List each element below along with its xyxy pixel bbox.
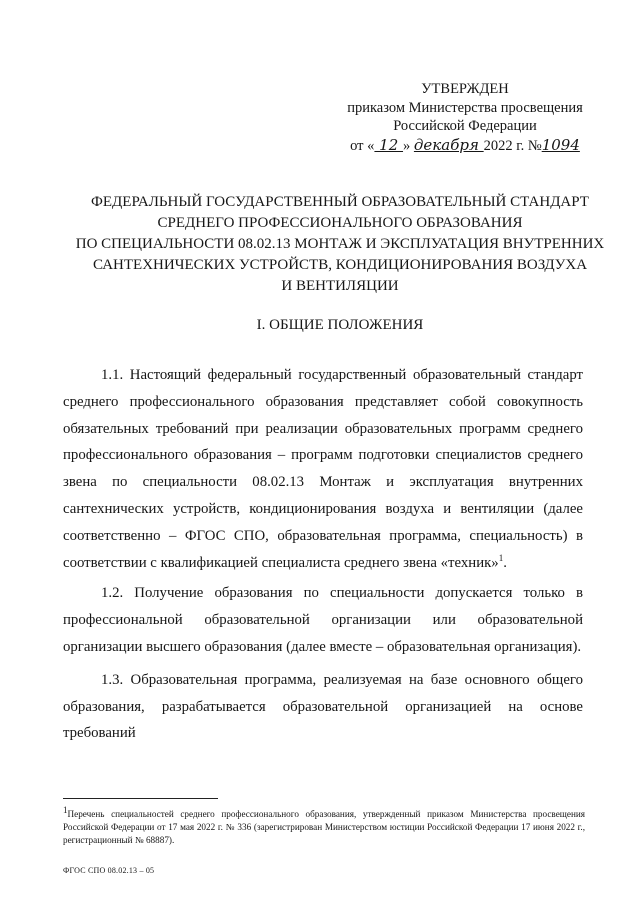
title-line: И ВЕНТИЛЯЦИИ bbox=[281, 278, 399, 294]
date-prefix: от « bbox=[350, 137, 375, 154]
date-mid: » bbox=[403, 137, 414, 154]
approval-order-line: приказом Министерства просвещения bbox=[347, 99, 583, 116]
paragraph-1-1-end: . bbox=[503, 554, 507, 571]
footnote-divider bbox=[63, 798, 218, 799]
paragraph-1-3: 1.3. Образовательная программа, реализуемая на базе основного общего образования, разрабатывается образовательной организацией на основе требований bbox=[63, 671, 583, 742]
footnote bbox=[63, 804, 585, 847]
handwritten-order-number: 1094 bbox=[541, 135, 580, 154]
paragraph-1-1 bbox=[63, 362, 583, 576]
approval-date-line bbox=[330, 136, 600, 156]
footnote-marker: 1 bbox=[63, 804, 68, 815]
paragraph-1-1-text: 1.1. Настоящий федеральный государственный образовательный стандарт среднего профессионального образования представляет собой совокупность обязательных требований при реализации образовательных программ среднего профессионального образования – программ подготовки специалистов среднего звена по специальности 08.02.13 Монтаж и эксплуатация внутренних сантехнических устройств, кондиционирования воздуха и вентиляции (далее соответственно – ФГОС СПО, образовательная программа, специальность) в соответствии с квалификацией специалиста среднего звена «техник» bbox=[63, 367, 583, 571]
approval-block bbox=[330, 80, 600, 155]
approval-ministry-line: Российской Федерации bbox=[393, 118, 537, 134]
handwritten-day: 12 bbox=[374, 135, 404, 154]
handwritten-month: декабря bbox=[413, 135, 484, 154]
document-title bbox=[60, 192, 620, 297]
title-line: САНТЕХНИЧЕСКИХ УСТРОЙСТВ, КОНДИЦИОНИРОВАНИЯ ВОЗДУХА bbox=[92, 257, 588, 273]
title-line: ПО СПЕЦИАЛЬНОСТИ 08.02.13 МОНТАЖ И ЭКСПЛУАТАЦИЯ ВНУТРЕННИХ bbox=[75, 236, 605, 252]
paragraph-1-2: 1.2. Получение образования по специальности допускается только в профессиональной образовательной организации или образовательной организации высшего образования (далее вместе – образовательная организация). bbox=[63, 585, 583, 655]
approval-heading: УТВЕРЖДЕН bbox=[421, 81, 509, 97]
date-year: 2022 г. № bbox=[483, 137, 542, 154]
footnote-text: Перечень специальностей среднего профессионального образования, утвержденный приказом Министерства просвещения Российской Федерации от 17 мая 2022 г. № 336 (зарегистрирован Министерством юстиции Российской Федерации 17 июня 2022 г., регистрационный № 68887). bbox=[63, 809, 585, 845]
section-title: I. ОБЩИЕ ПОЛОЖЕНИЯ bbox=[256, 317, 424, 333]
document-body bbox=[63, 362, 583, 747]
footnote-ref: 1 bbox=[498, 552, 504, 563]
title-line: СРЕДНЕГО ПРОФЕССИОНАЛЬНОГО ОБРАЗОВАНИЯ bbox=[157, 215, 523, 231]
page-footer: ФГОС СПО 08.02.13 – 05 bbox=[63, 866, 155, 875]
title-line: ФЕДЕРАЛЬНЫЙ ГОСУДАРСТВЕННЫЙ ОБРАЗОВАТЕЛЬНЫЙ СТАНДАРТ bbox=[91, 194, 589, 210]
